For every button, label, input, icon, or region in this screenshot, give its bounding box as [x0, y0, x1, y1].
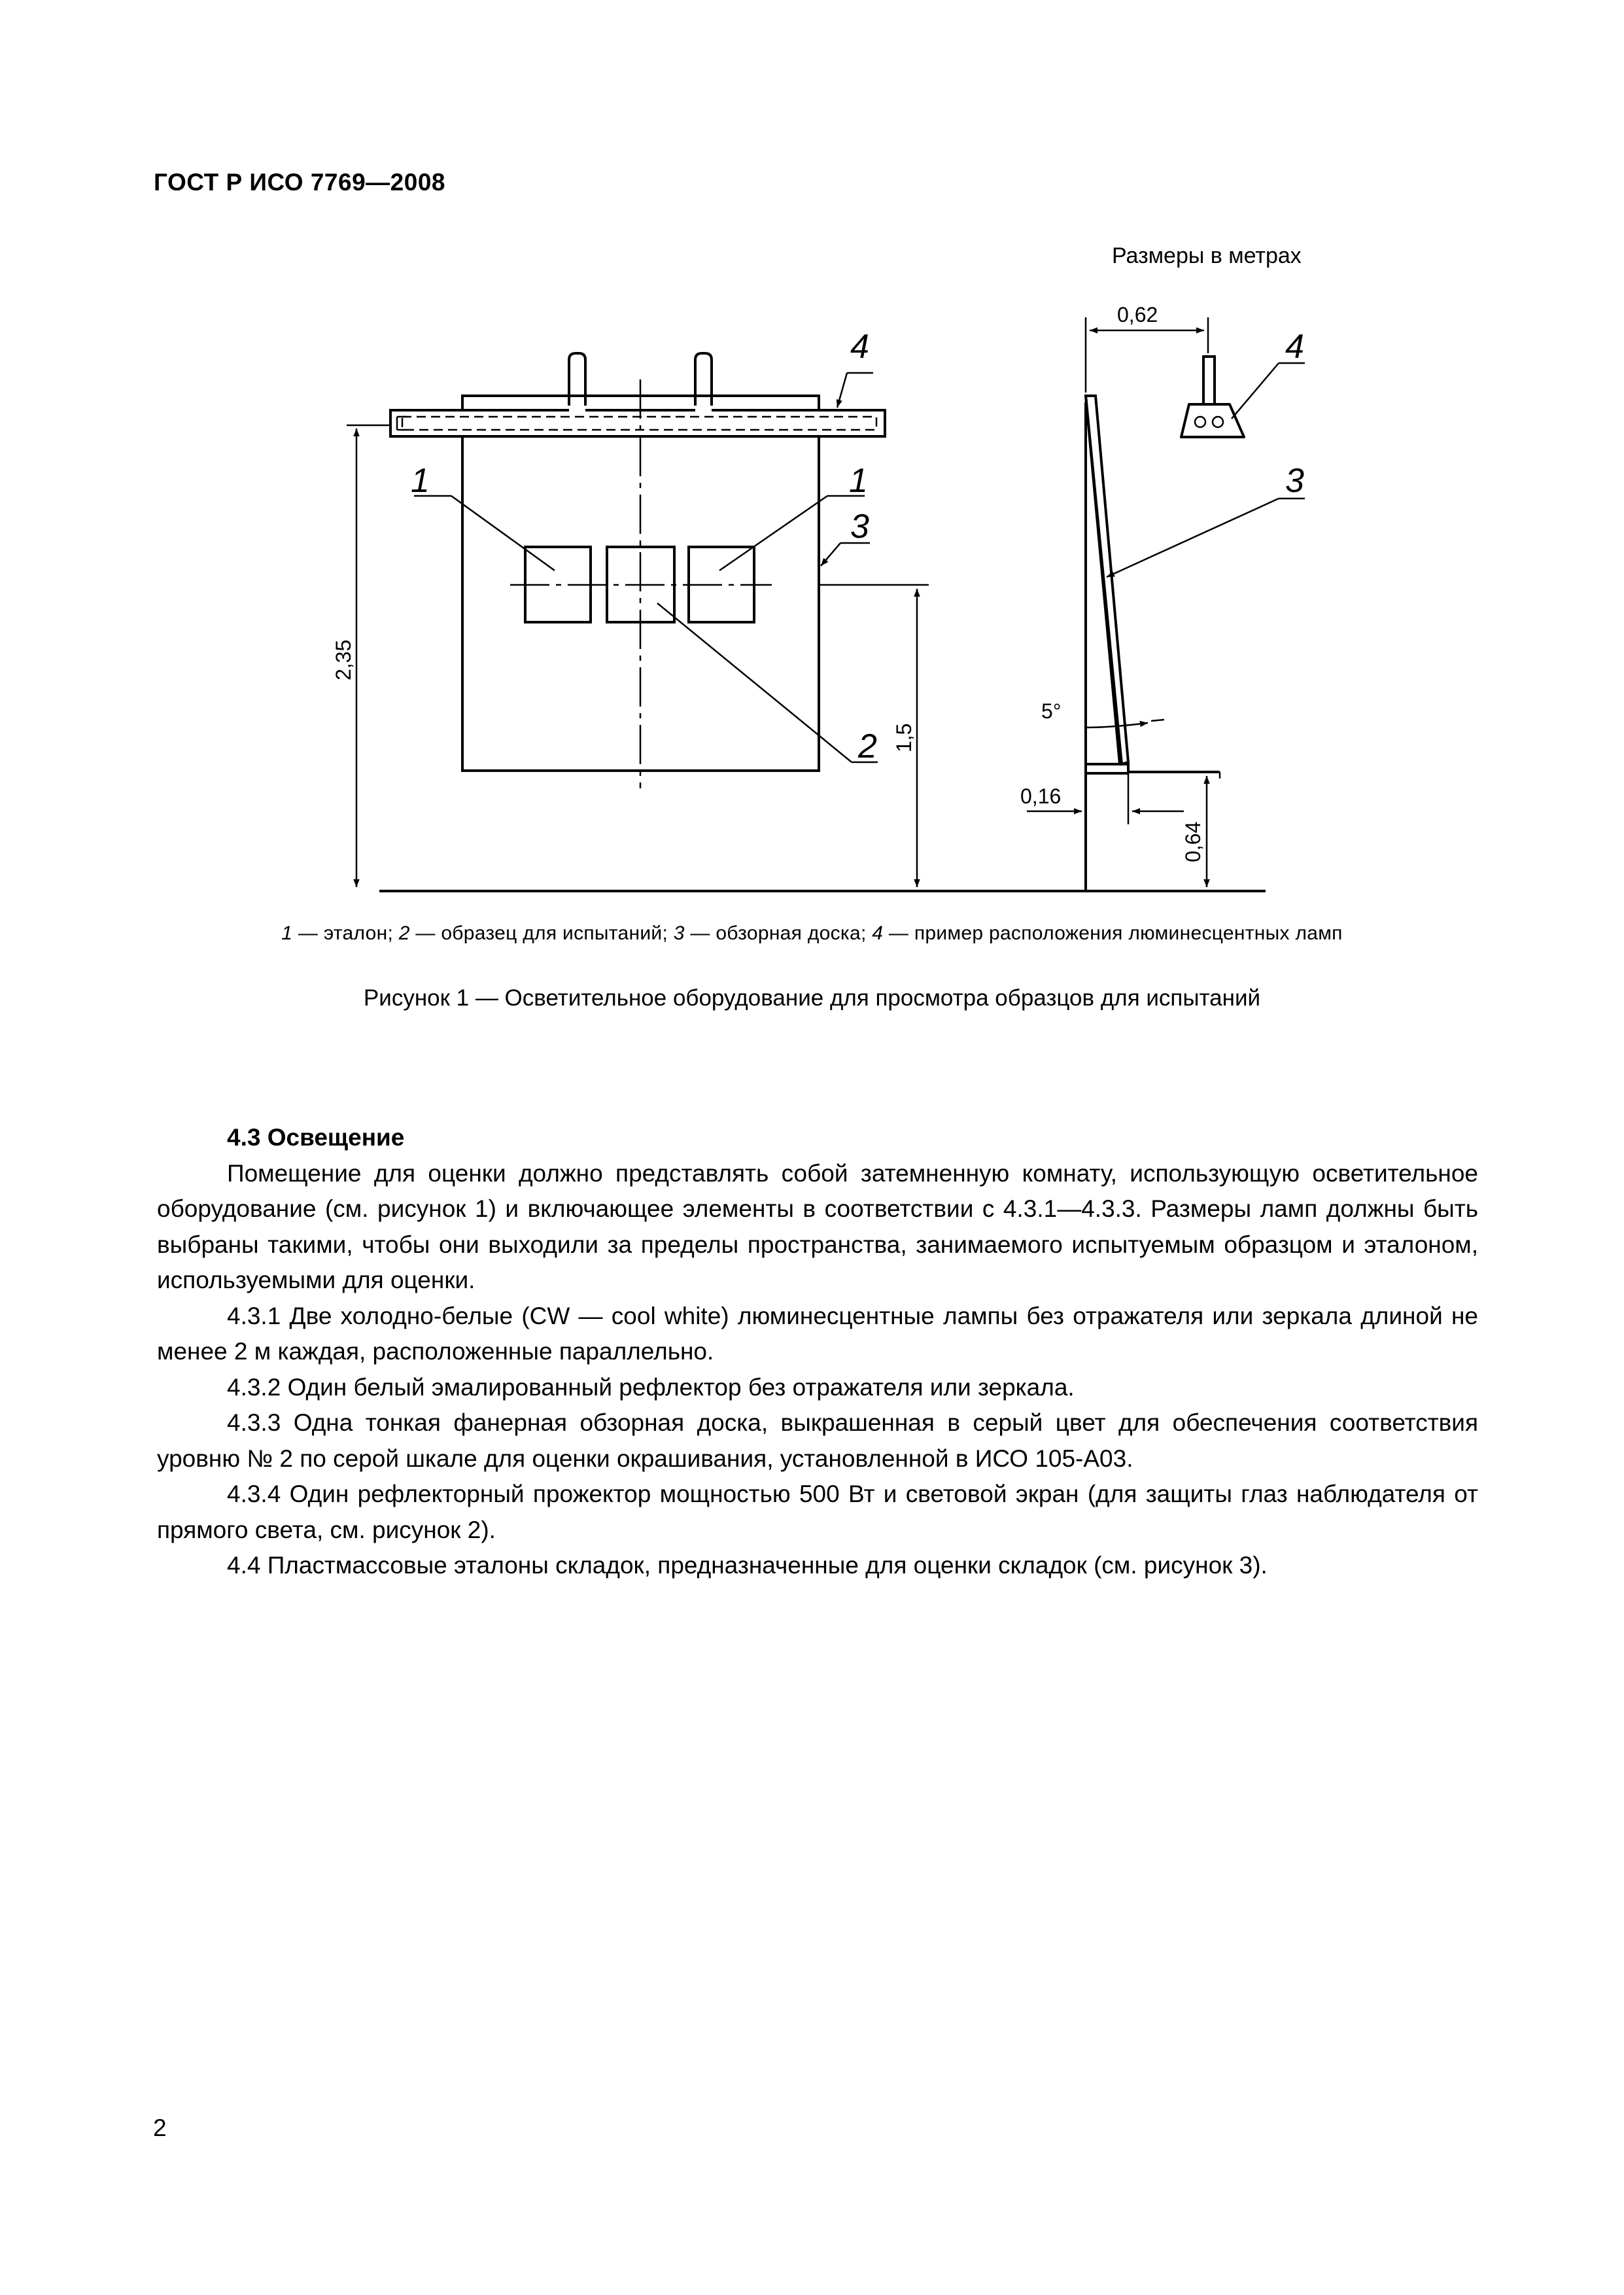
legend-num-3: 3	[673, 922, 685, 944]
dim-label-total-height: 2,35	[332, 639, 355, 680]
paragraph-4-3-3: 4.3.3 Одна тонкая фанерная обзорная доска, выкрашенная в серый цвет для обеспечения соответствия уровню № 2 по серой шкале для оценки окрашивания, установленной в ИСО 105-А03.	[157, 1409, 1478, 1472]
side-lamp-holder	[1203, 357, 1215, 404]
paragraph-4-4: 4.4 Пластмассовые эталоны складок, предназначенные для оценки складок (см. рисунок 3).	[227, 1552, 1268, 1579]
paragraph-4-3: Помещение для оценки должно представлять собой затемненную комнату, использующую осветительное оборудование (см. рисунок 1) и включающее элементы в соответствии с 4.3.1—4.3.3. Размеры ламп должны быть выбраны такими, чтобы они выходили за пределы пространства, занимаемого испытуемым образцом и эталоном, используемыми для оценки.	[157, 1159, 1478, 1293]
callout-lamps-side: 4	[1285, 328, 1304, 366]
section-heading: 4.3 Освещение	[227, 1124, 405, 1151]
document-code: ГОСТ Р ИСО 7769—2008	[154, 169, 445, 196]
paragraph-4-3-1: 4.3.1 Две холодно-белые (CW — cool white) люминесцентные лампы без отражателя или зеркала длиной не менее 2 м каждая, расположенные параллельно.	[157, 1302, 1478, 1365]
lamp-bar	[390, 410, 885, 436]
page-number: 2	[153, 2114, 167, 2141]
legend-text-1: — эталон;	[292, 922, 399, 944]
callout-standard-right: 1	[849, 462, 868, 500]
board-hook-right	[695, 353, 712, 406]
callout-lamps-front: 4	[850, 328, 869, 366]
dim-label-table-height: 0,64	[1181, 821, 1205, 862]
legend-num-2: 2	[398, 922, 410, 944]
callout-standard-left: 1	[411, 462, 430, 500]
callout-board-side: 3	[1285, 462, 1304, 500]
table-side	[1086, 764, 1220, 772]
figure-legend	[0, 922, 1624, 945]
legend-num-4: 4	[872, 922, 884, 944]
dim-label-tilt-angle: 5°	[1041, 699, 1062, 723]
dim-label-center-height: 1,5	[892, 723, 916, 752]
lighting-equipment-figure	[0, 0, 1624, 929]
board-hook-left	[569, 353, 585, 406]
legend-text-2: — образец для испытаний;	[409, 922, 674, 944]
callout-board-front: 3	[850, 508, 869, 546]
legend-text-4: — пример расположения люминесцентных ламп	[883, 922, 1343, 944]
legend-num-1: 1	[281, 922, 293, 944]
legend-text-3: — обзорная доска;	[684, 922, 872, 944]
paragraph-4-3-2: 4.3.2 Один белый эмалированный рефлектор без отражателя или зеркала.	[227, 1373, 1075, 1401]
figure-caption: Рисунок 1 — Осветительное оборудование для просмотра образцов для испытаний	[363, 985, 1261, 1011]
dim-label-width-top: 0,62	[1117, 303, 1158, 326]
callout-test-sample: 2	[858, 727, 877, 765]
units-note: Размеры в метрах	[1112, 243, 1302, 268]
dim-label-table-depth: 0,16	[1020, 784, 1062, 808]
paragraph-4-3-4: 4.3.4 Один рефлекторный прожектор мощностью 500 Вт и световой экран (для защиты глаз наблюдателя от прямого света, см. рисунок 2).	[157, 1480, 1478, 1543]
section-content	[157, 1120, 1478, 1584]
